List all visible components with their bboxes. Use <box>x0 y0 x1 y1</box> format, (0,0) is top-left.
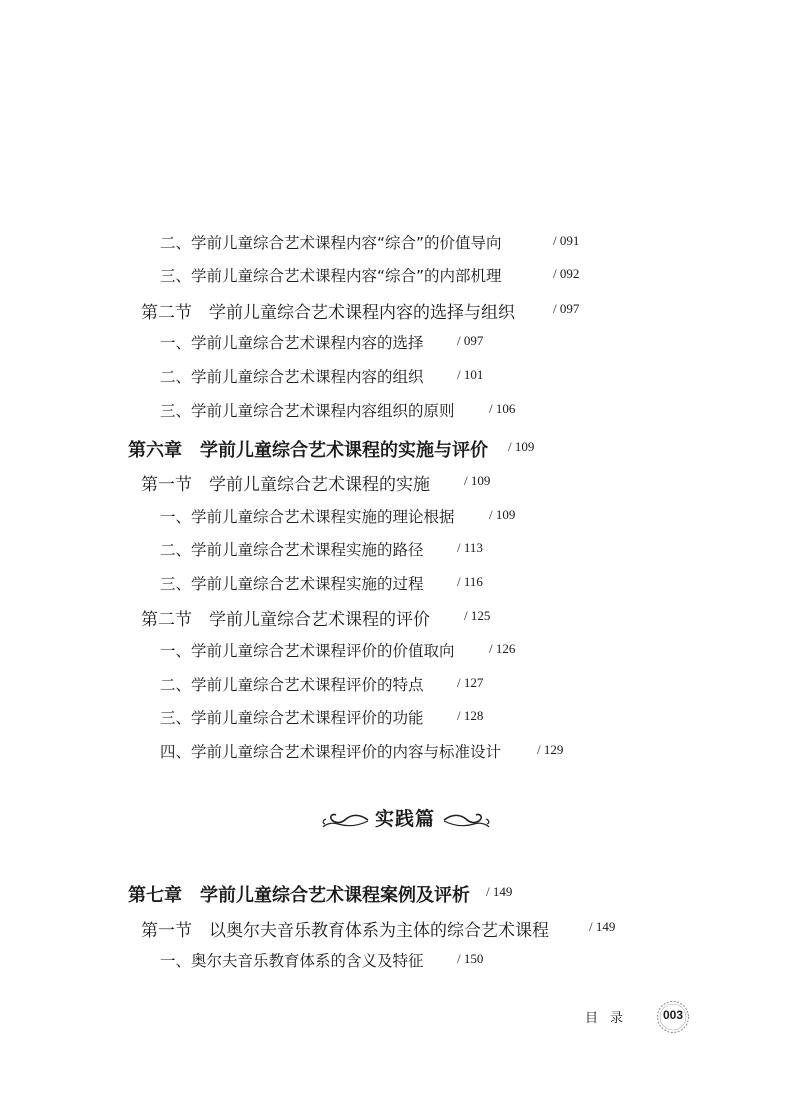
toc-entry-title: 二、学前儿童综合艺术课程内容的组织 <box>160 368 424 386</box>
toc-entry-page: / 109 <box>508 439 535 454</box>
toc-entry-title: 一、学前儿童综合艺术课程评价的价值取向 <box>160 642 455 660</box>
toc-entry[interactable] <box>141 605 491 630</box>
toc-entry-page: / 125 <box>464 608 491 623</box>
toc-entry-title: 第二节 学前儿童综合艺术课程内容的选择与组织 <box>141 303 515 323</box>
toc-entry-title: 四、学前儿童综合艺术课程评价的内容与标准设计 <box>160 743 502 761</box>
toc-entry-page: / 109 <box>489 507 516 522</box>
scroll-flourish-icon <box>442 810 492 830</box>
toc-entry[interactable] <box>128 436 535 462</box>
toc-entry-title: 一、学前儿童综合艺术课程内容的选择 <box>160 334 424 352</box>
toc-entry-page: / 106 <box>489 401 516 416</box>
toc-entry-title: 第一节 以奥尔夫音乐教育体系为主体的综合艺术课程 <box>141 921 549 941</box>
toc-entry[interactable] <box>160 505 516 527</box>
toc-entry-title: 二、学前儿童综合艺术课程内容“综合”的价值导向 <box>160 234 502 252</box>
toc-entry[interactable] <box>141 916 616 941</box>
toc-entry[interactable] <box>160 264 580 286</box>
toc-entry-page: / 116 <box>457 574 483 589</box>
toc-entry-title: 一、学前儿童综合艺术课程实施的理论根据 <box>160 508 455 526</box>
part-heading <box>320 800 490 840</box>
toc-entry-title: 第二节 学前儿童综合艺术课程的评价 <box>141 610 430 630</box>
toc-entry[interactable] <box>160 706 484 728</box>
toc-entry-page: / 092 <box>553 266 580 281</box>
toc-entry[interactable] <box>160 365 484 387</box>
scroll-flourish-icon <box>320 810 370 830</box>
toc-entry-page: / 097 <box>457 333 484 348</box>
toc-entry-title: 三、学前儿童综合艺术课程实施的过程 <box>160 575 424 593</box>
toc-entry[interactable] <box>160 740 564 762</box>
part-title-text: 实践篇 <box>375 808 436 830</box>
toc-entry-page: / 113 <box>457 540 483 555</box>
toc-entry[interactable] <box>160 673 484 695</box>
toc-entry-page: / 097 <box>553 301 580 316</box>
toc-entry-page: / 128 <box>457 708 484 723</box>
toc-entry-title: 第七章 学前儿童综合艺术课程案例及评析 <box>128 885 470 906</box>
toc-entry[interactable] <box>141 298 580 323</box>
toc-entry-title: 二、学前儿童综合艺术课程实施的路径 <box>160 541 424 559</box>
page-number-badge <box>656 1000 690 1034</box>
toc-entry-page: / 150 <box>457 951 484 966</box>
toc-entry[interactable] <box>128 881 513 907</box>
toc-entry[interactable] <box>160 572 483 594</box>
toc-entry-title: 一、奥尔夫音乐教育体系的含义及特征 <box>160 952 424 970</box>
toc-entry-page: / 101 <box>457 367 484 382</box>
toc-entry[interactable] <box>160 949 484 971</box>
toc-entry-title: 第一节 学前儿童综合艺术课程的实施 <box>141 475 430 495</box>
toc-entry-title: 三、学前儿童综合艺术课程评价的功能 <box>160 709 424 727</box>
toc-entry[interactable] <box>160 331 484 353</box>
running-footer-label: 目录 <box>585 1011 636 1026</box>
toc-entry-page: / 149 <box>589 919 616 934</box>
toc-entry[interactable] <box>160 231 580 253</box>
toc-entry[interactable] <box>141 470 491 495</box>
toc-entry-page: / 091 <box>553 233 580 248</box>
toc-entry-title: 三、学前儿童综合艺术课程内容组织的原则 <box>160 402 455 420</box>
toc-entry-page: / 109 <box>464 473 491 488</box>
toc-entry-title: 二、学前儿童综合艺术课程评价的特点 <box>160 676 424 694</box>
toc-entry-page: / 149 <box>486 884 513 899</box>
toc-entry-page: / 127 <box>457 675 484 690</box>
toc-entry[interactable] <box>160 639 516 661</box>
toc-entry-title: 第六章 学前儿童综合艺术课程的实施与评价 <box>128 440 488 461</box>
toc-entry-page: / 129 <box>537 742 564 757</box>
page-number: 003 <box>662 1008 684 1022</box>
toc-entry[interactable] <box>160 538 483 560</box>
toc-entry-title: 三、学前儿童综合艺术课程内容“综合”的内部机理 <box>160 267 502 285</box>
toc-entry[interactable] <box>160 399 516 421</box>
toc-entry-page: / 126 <box>489 641 516 656</box>
